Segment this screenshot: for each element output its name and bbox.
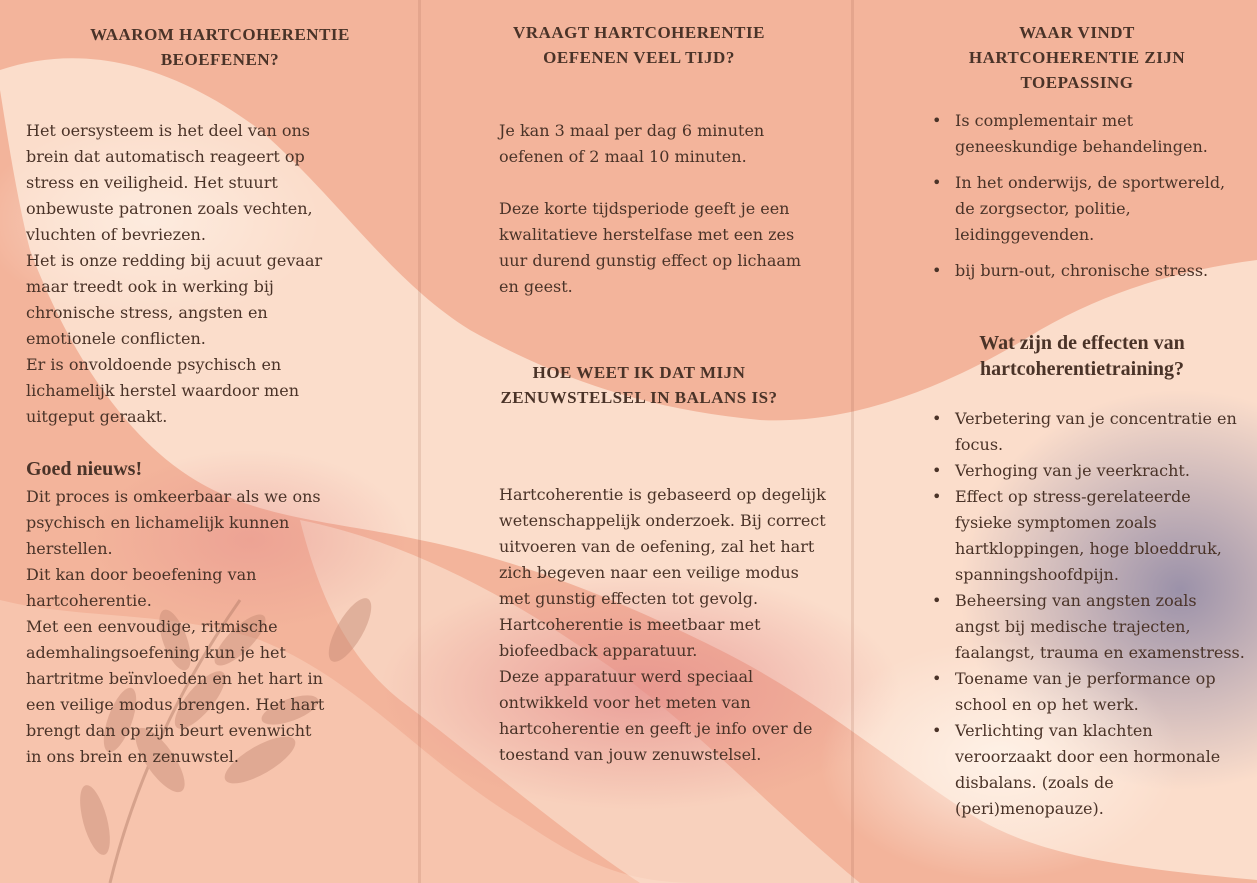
list-item: • Effect op stress-gerelateerde fysieke symptomen zoals hartkloppingen, hoge bloeddruk, spanningshoofdpijn. [930,484,1245,588]
applications-list [930,108,1240,284]
list-item: • Verlichting van klachten veroorzaakt door een hormonale disbalans. (zoals de (peri)menopauze). [930,718,1245,822]
paragraph-biofeedback: Hartcoherentie is gebaseerd op degelijk wetenschappelijk onderzoek. Bij correct uitvoeren van de oefening, zal het hart zich begeven naar een veilige modus met gunstig effecten tot gevolg. Hartcoherentie is meetbaar met biofeedback apparatuur. Deze apparatuur werd speciaal ontwikkeld voor het meten van hartcoherentie en geeft je info over de toestand van jouw zenuwstelsel. [499,485,826,764]
paragraph-oersysteem: Het oersysteem is het deel van ons brein dat automatisch reageert op stress en veiligheid. Het stuurt onbewuste patronen zoals vechten, vluchten of bevriezen. Het is onze redding bij acuut gevaar maar treedt ook in werking bij chronische stress, angsten en emotionele conflicten. Er is onvoldoende psychisch en lichamelijk herstel waardoor men uitgeput geraakt. [26,121,323,426]
heading-time-needed: VRAAGT HARTCOHERENTIE OEFENEN VEEL TIJD? [513,23,765,67]
list-item: • Beheersing van angsten zoals angst bij medische trajecten, faalangst, trauma en examenstress. [930,588,1245,666]
heading-balance: HOE WEET IK DAT MIJN ZENUWSTELSEL IN BALANS IS? [500,363,778,407]
effects-list [930,406,1245,822]
panel-why-practice [0,0,419,883]
list-item: • In het onderwijs, de sportwereld, de zorgsector, politie, leidinggevenden. [930,170,1240,248]
list-item: • Toename van je performance op school en op het werk. [930,666,1245,718]
heading-applications: WAAR VINDT HARTCOHERENTIE ZIJN TOEPASSING [968,23,1186,92]
panel-applications [852,0,1257,883]
paragraph-reversible: Dit proces is omkeerbaar als we ons psychisch en lichamelijk kunnen herstellen. Dit kan door beoefening van hartcoherentie. Met een eenvoudige, ritmische ademhalingsoefening kun je het hartritme beïnvloeden en het hart in een veilige modus brengen. Het hart brengt dan op zijn beurt evenwicht in ons brein en zenuwstel. [26,487,325,766]
paragraph-recovery: Deze korte tijdsperiode geeft je een kwalitatieve herstelfase met een zes uur durend gunstig effect op lichaam en geest. [499,199,802,296]
subheading-good-news: Goed nieuws! [26,458,143,480]
list-item: • bij burn-out, chronische stress. [930,258,1240,284]
list-item: • Verhoging van je veerkracht. [930,458,1245,484]
heading-why-practice: WAAROM HARTCOHERENTIE BEOEFENEN? [90,25,350,69]
subheading-effects: Wat zijn de effecten van hartcoherentietraining? [979,332,1185,380]
list-item: • Is complementair met geneeskundige behandelingen. [930,108,1240,160]
paragraph-schedule: Je kan 3 maal per dag 6 minuten oefenen of 2 maal 10 minuten. [499,121,765,166]
panel-time-and-balance [419,0,852,883]
list-item: • Verbetering van je concentratie en focus. [930,406,1245,458]
